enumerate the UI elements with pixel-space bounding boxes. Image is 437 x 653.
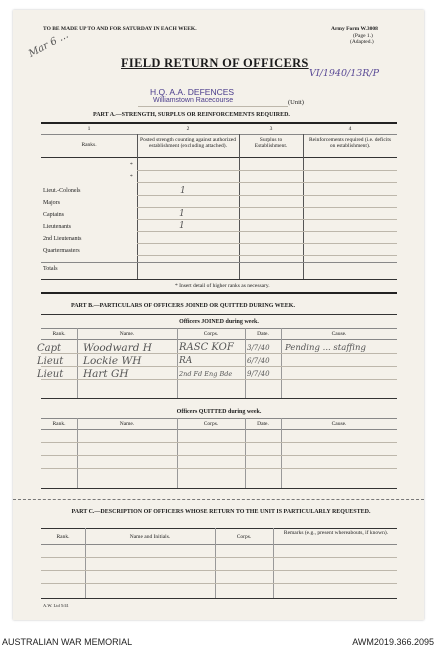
- quitted-col-date: Date.: [257, 421, 269, 427]
- part-c-col-name: Name and Initials.: [129, 534, 171, 540]
- form-sheet: [13, 10, 424, 620]
- part-c-col-rank: Rank.: [56, 534, 70, 540]
- blank-rank-marker: *: [130, 174, 133, 180]
- joined-col-cause: Cause.: [331, 331, 347, 337]
- rank-2nd-lieutenants: 2nd Lieutenants: [43, 236, 82, 242]
- joined-divider: [245, 328, 246, 398]
- entry-captains: 1: [179, 209, 185, 219]
- col-number-4: 4: [348, 126, 352, 132]
- quitted-divider: [281, 418, 282, 488]
- joined-col-date: Date.: [257, 331, 269, 337]
- joined-row-2-corps: RA: [179, 356, 193, 366]
- archive-footer: [0, 633, 437, 653]
- unit-label: (Unit): [288, 99, 304, 106]
- unit-underline: [138, 106, 288, 107]
- quitted-bottom-rule: [41, 488, 397, 489]
- quitted-col-rank: Rank.: [52, 421, 66, 427]
- part-c-col-remarks: Remarks (e.g., present whereabouts, if known).: [283, 530, 389, 536]
- form-title: FIELD RETURN OF OFFICERS: [121, 56, 309, 70]
- margin-pencil-note: Mar 6 ...: [27, 29, 71, 60]
- date-reference-note: VI/1940/13R/P: [309, 68, 380, 79]
- joined-table-title: Officers JOINED during week.: [179, 319, 259, 325]
- form-instruction: TO BE MADE UP TO AND FOR SATURDAY IN EACH WEEK.: [43, 26, 197, 32]
- joined-row-1-cause: Pending ... staffing: [285, 343, 366, 353]
- unit-stamp-line2: Williamstown Racecourse: [153, 97, 234, 104]
- unit-stamp-line1: H.Q. A.A. DEFENCES: [150, 87, 235, 97]
- row-rule: [41, 455, 397, 456]
- part-c-divider: [273, 528, 274, 598]
- part-c-heading: PART C.—DESCRIPTION OF OFFICERS WHOSE RETURN TO THE UNIT IS PARTICULARLY REQUESTED.: [71, 509, 371, 515]
- form-adapted: (Adapted.): [350, 39, 374, 45]
- joined-bottom-rule: [41, 398, 397, 399]
- rank-captains: Captains: [43, 212, 64, 218]
- footer-accession-number: AWM2019.366.2095: [352, 637, 434, 647]
- part-c-divider: [85, 528, 86, 598]
- printer-mark: A.W. Ltd 5/41: [43, 603, 69, 608]
- entry-lieutenants: 1: [179, 221, 185, 231]
- form-number: Army Form W.3008: [331, 26, 378, 32]
- rank-lieutenants: Lieutenants: [43, 224, 71, 230]
- quitted-col-corps: Corps.: [203, 421, 219, 427]
- row-rule: [41, 557, 397, 558]
- footer-institution: AUSTRALIAN WAR MEMORIAL: [2, 637, 133, 647]
- row-rule: [137, 182, 397, 183]
- part-a-header-rule: [41, 157, 397, 158]
- row-rule: [137, 195, 397, 196]
- joined-divider: [281, 328, 282, 398]
- joined-row-1-name: Woodward H: [83, 342, 152, 354]
- quitted-table-title: Officers QUITTED during week.: [176, 409, 262, 415]
- quitted-divider: [177, 418, 178, 488]
- row-rule: [137, 219, 397, 220]
- part-a-footnote: * Insert detail of higher ranks as necessary.: [175, 283, 270, 289]
- joined-row-1-corps: RASC KOF: [179, 342, 234, 353]
- joined-row-3-name: Hart GH: [83, 368, 129, 380]
- quitted-divider: [77, 418, 78, 488]
- part-a-number-rule: [41, 134, 397, 135]
- rank-totals: Totals: [43, 266, 58, 272]
- joined-col-rank: Rank.: [52, 331, 66, 337]
- joined-col-name: Name.: [119, 331, 135, 337]
- joined-row-2-name: Lockie WH: [83, 355, 142, 367]
- row-rule: [41, 468, 397, 469]
- quitted-title-rule: [41, 418, 397, 419]
- joined-row-3-corps: 2nd Fd Eng Bde: [179, 370, 233, 378]
- col-number-1: 1: [87, 126, 91, 132]
- joined-row-2-rank: Lieut: [37, 356, 64, 367]
- joined-row-3-rank: Lieut: [37, 369, 64, 380]
- entry-lieut-colonels: 1: [180, 186, 186, 196]
- part-a-bottom-rule: [41, 279, 397, 280]
- joined-col-corps: Corps.: [203, 331, 219, 337]
- perforation-line: [13, 499, 424, 500]
- col-number-3: 3: [269, 126, 273, 132]
- part-a-close-rule: [41, 292, 397, 294]
- part-c-bottom-rule: [41, 598, 397, 599]
- row-rule: [137, 243, 397, 244]
- quitted-col-cause: Cause.: [331, 421, 347, 427]
- joined-title-rule: [41, 328, 397, 329]
- part-b-heading: PART B.—PARTICULARS OF OFFICERS JOINED OR QUITTED DURING WEEK.: [71, 303, 295, 309]
- header-reinforcements: Reinforcements required (i.e. deficits on establishment).: [308, 137, 391, 149]
- rank-lieut-colonels: Lieut.-Colonels: [43, 188, 81, 194]
- header-ranks: Ranks.: [81, 142, 97, 148]
- row-rule: [137, 231, 397, 232]
- row-rule: [137, 207, 397, 208]
- part-a-top-rule: [41, 122, 397, 124]
- part-c-top-rule: [41, 528, 397, 529]
- quitted-col-name: Name.: [119, 421, 135, 427]
- quitted-header-rule: [41, 429, 397, 430]
- row-rule: [137, 255, 397, 256]
- joined-row-2-date: 6/7/40: [247, 357, 270, 365]
- row-rule: [137, 170, 397, 171]
- blank-rank-marker: *: [130, 162, 133, 168]
- part-b-top-rule: [41, 314, 397, 315]
- quitted-divider: [245, 418, 246, 488]
- row-rule: [41, 583, 397, 584]
- joined-header-rule: [41, 339, 397, 340]
- joined-row-3-date: 9/7/40: [247, 370, 270, 378]
- part-c-divider: [215, 528, 216, 598]
- rank-majors: Majors: [43, 200, 60, 206]
- part-c-col-corps: Corps.: [236, 534, 252, 540]
- row-rule: [41, 442, 397, 443]
- joined-row-1-rank: Capt: [37, 343, 62, 354]
- part-c-header-rule: [41, 544, 397, 545]
- rank-quartermasters: Quartermasters: [43, 248, 80, 254]
- totals-rule: [41, 262, 397, 263]
- joined-row-1-date: 3/7/40: [247, 344, 270, 352]
- row-rule: [41, 570, 397, 571]
- joined-divider: [177, 328, 178, 398]
- joined-divider: [77, 328, 78, 398]
- part-a-heading: PART A.—STRENGTH, SURPLUS OR REINFORCEMENTS REQUIRED.: [93, 112, 290, 118]
- header-surplus: Surplus to Establishment.: [254, 137, 288, 149]
- header-posted-strength: Posted strength counting against authorized establishment (excluding attached).: [140, 137, 236, 149]
- col-number-2: 2: [186, 126, 190, 132]
- form-page: (Page 1.): [353, 33, 373, 39]
